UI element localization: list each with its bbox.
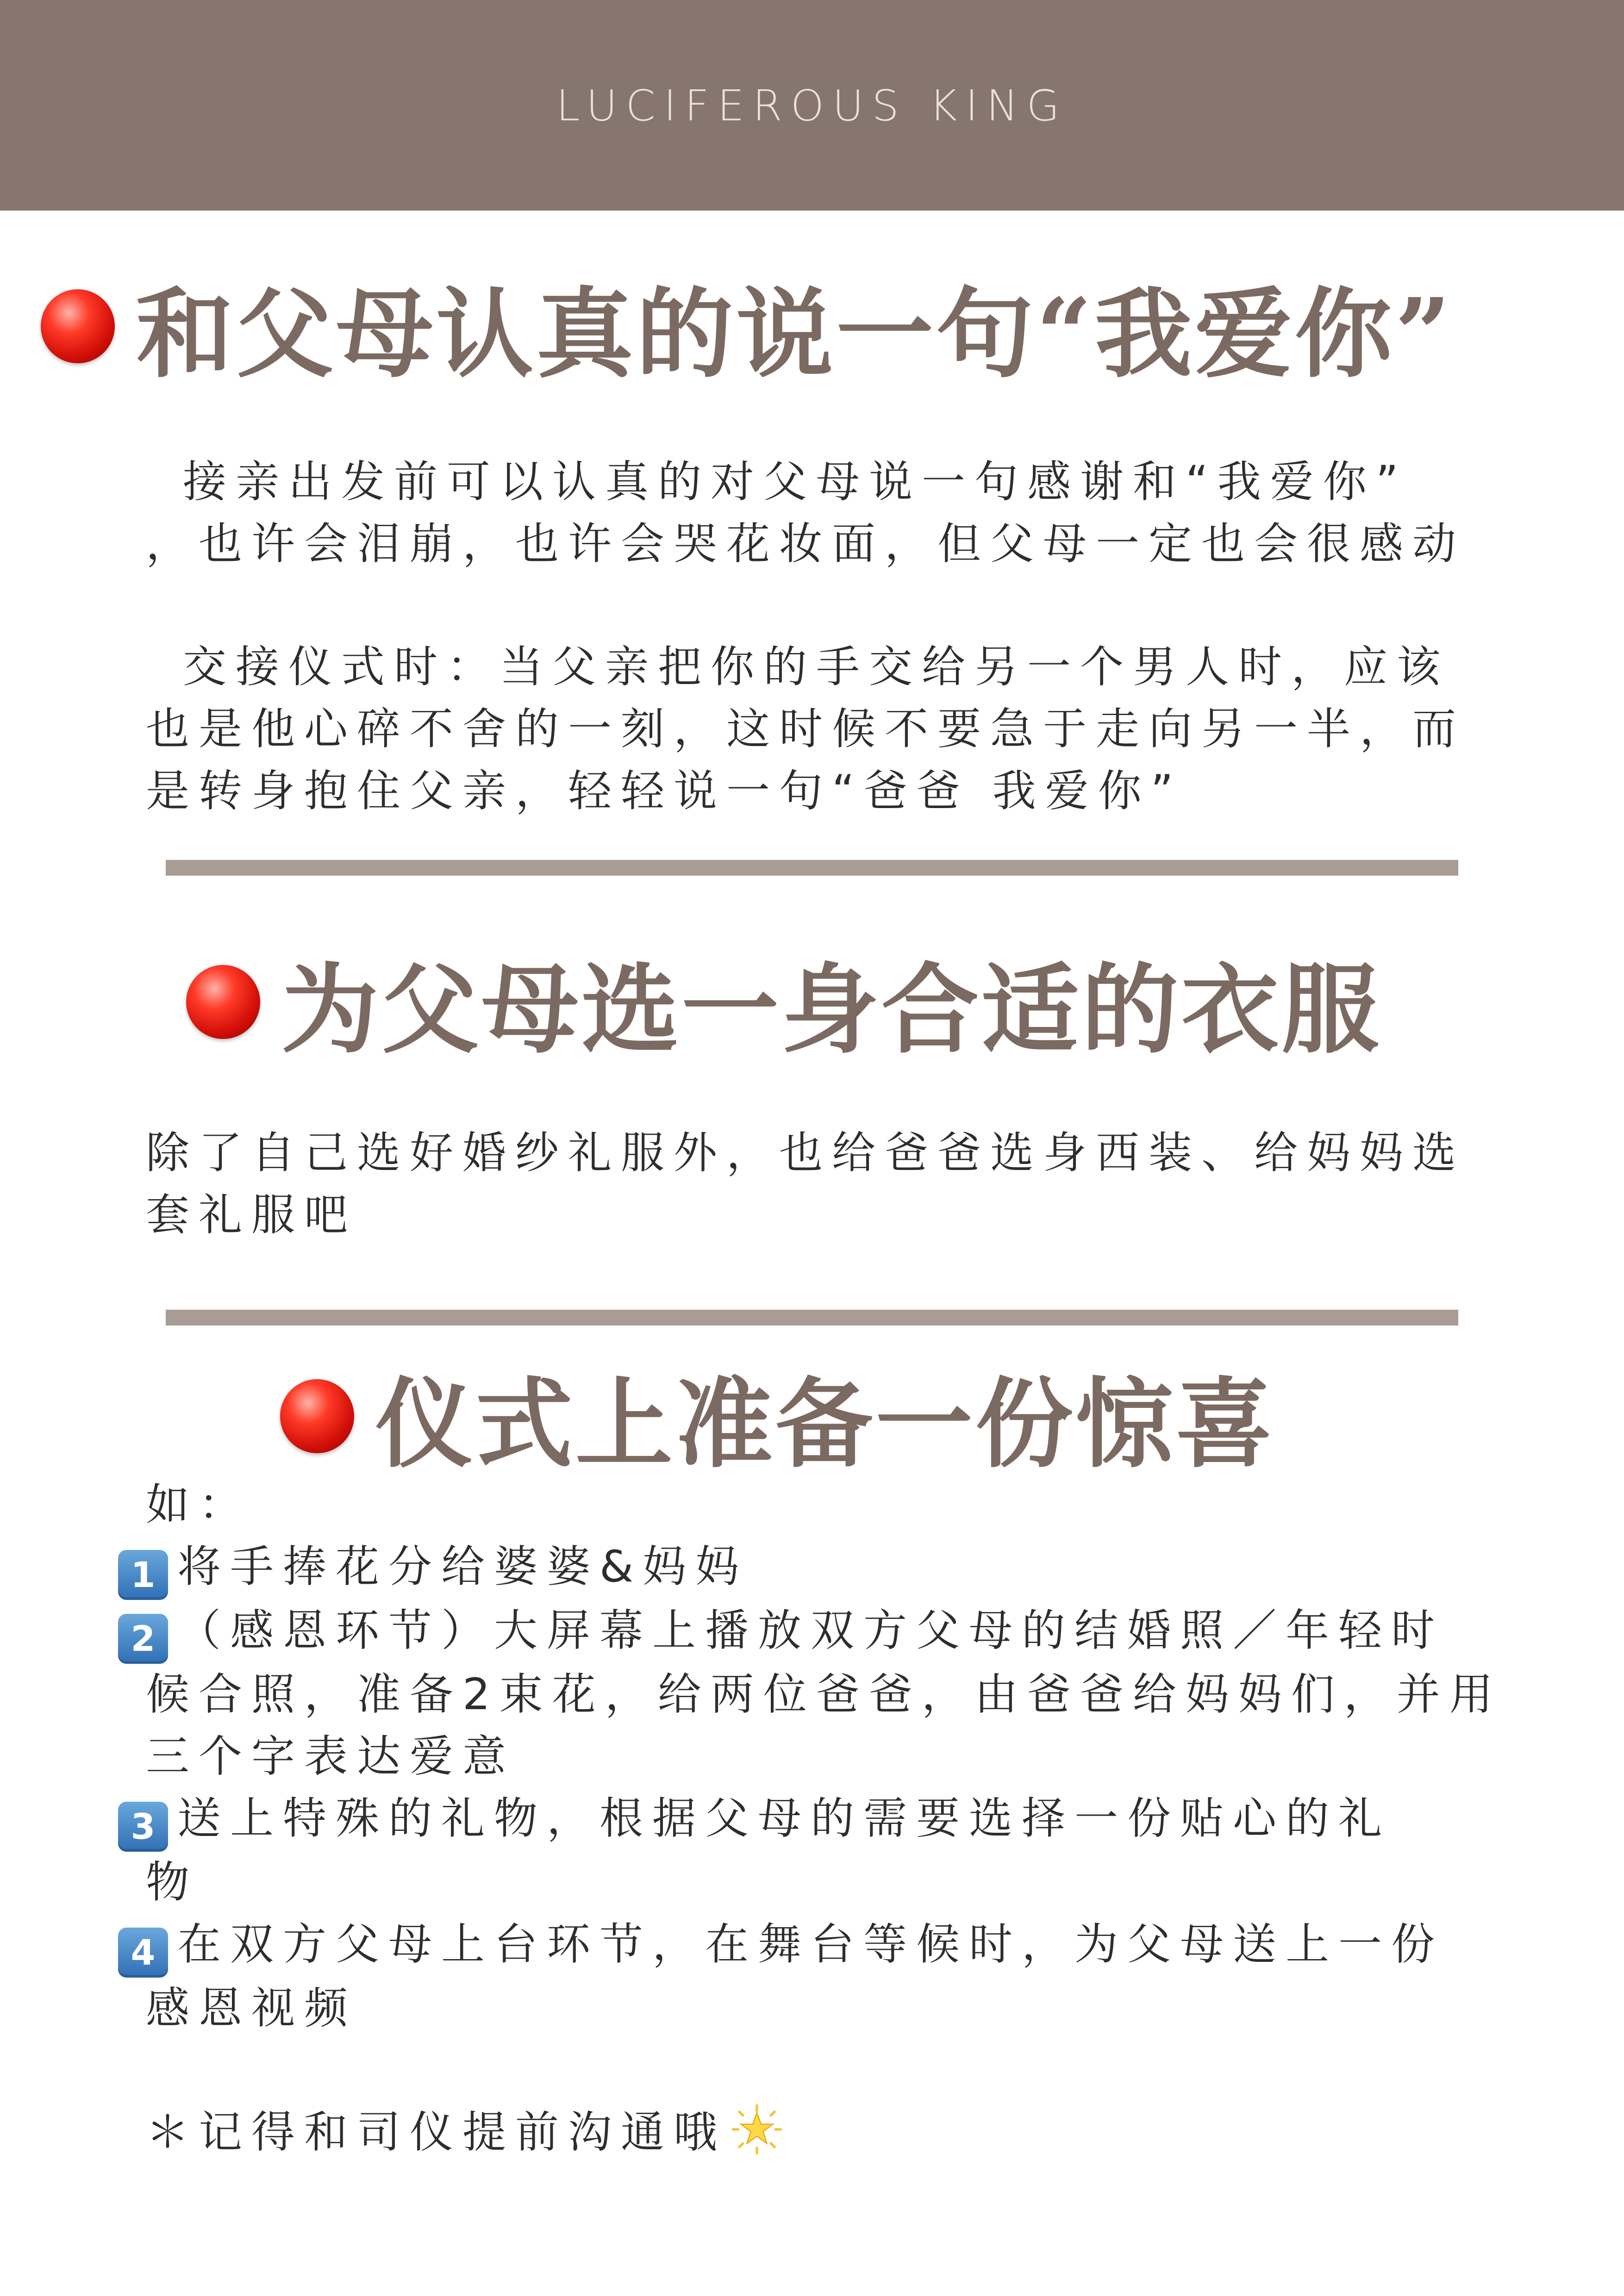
keycap-number-icon: 3 [118, 1802, 168, 1852]
paragraph-line: ，也许会泪崩，也许会哭花妆面，但父母一定也会很感动 [146, 519, 1466, 569]
red-circle-icon [280, 1379, 354, 1453]
list-item: 3 送上特殊的礼物，根据父母的需要选择一份贴心的礼 物 [146, 1788, 1484, 1914]
keycap-number-icon: 1 [118, 1550, 168, 1600]
list-item: 2 （感恩环节）大屏幕上播放双方父母的结婚照／年轻时 候合照，准备2束花，给两位爸爸，由爸爸给妈妈们，并用 三个字表达爱意 [146, 1600, 1484, 1788]
paragraph-line: 除了自己选好婚纱礼服外，也给爸爸选身西装、给妈妈选 [146, 1128, 1466, 1178]
list-item: 4 在双方父母上台环节，在舞台等候时，为父母送上一份 感恩视频 [146, 1914, 1484, 2040]
section-3-list [131, 1474, 1502, 2164]
section-1-heading [41, 273, 1454, 391]
section-3-heading [280, 1363, 1276, 1481]
paragraph-line: 接亲出发前可以认真的对父母说一句感谢和“我爱你” [183, 457, 1408, 507]
list-item: 1 将手捧花分给婆婆&妈妈 [146, 1536, 1484, 1600]
red-circle-icon [186, 965, 260, 1039]
header-bar [0, 0, 1624, 211]
paragraph-line: 也是他心碎不舍的一刻，这时候不要急于走向另一半，而 [146, 704, 1466, 754]
section-divider [166, 860, 1458, 876]
section-2-paragraph [146, 1122, 1484, 1246]
section-1-title: 和父母认真的说一句“我爱你” [136, 277, 1454, 391]
section-1-paragraph-1 [146, 451, 1484, 575]
section-2-title: 为父母选一身合适的衣服 [281, 952, 1382, 1067]
paragraph-line: 套礼服吧 [146, 1190, 357, 1240]
keycap-number-icon: 2 [118, 1614, 168, 1664]
keycap-number-icon: 4 [118, 1928, 168, 1978]
section-3-title: 仪式上准备一份惊喜 [375, 1367, 1276, 1481]
paragraph-line: 是转身抱住父亲，轻轻说一句“爸爸 我爱你” [146, 766, 1183, 816]
list-intro: 如： [146, 1480, 252, 1530]
section-2-heading [186, 949, 1382, 1067]
paragraph-line: 交接仪式时：当父亲把你的手交给另一个男人时，应该 [183, 642, 1450, 692]
section-1-paragraph-2 [146, 636, 1484, 822]
closing-note: ＊记得和司仪提前沟通哦 [146, 2102, 1484, 2164]
red-circle-icon [41, 289, 115, 363]
brand-name: LUCIFEROUS KING [556, 81, 1068, 131]
section-divider [166, 1310, 1458, 1325]
glowing-star-icon [731, 2103, 783, 2155]
